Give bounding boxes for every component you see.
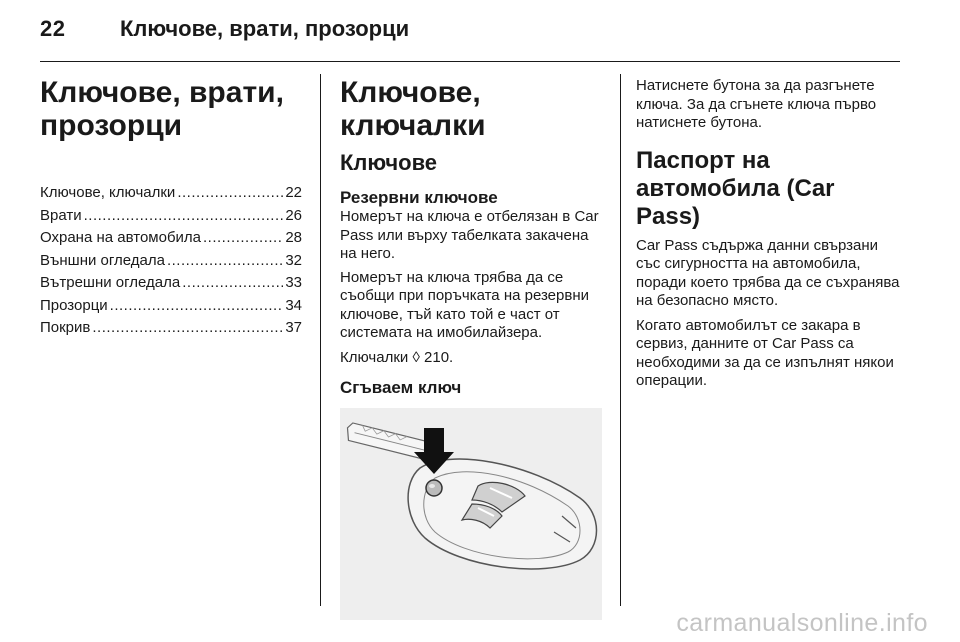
toc-entry-label: Охрана на автомобила [40, 229, 202, 246]
key-fob-body [408, 459, 596, 569]
toc-entry-page: 34 [285, 296, 302, 314]
toc-entry[interactable] [40, 317, 302, 340]
toc-leader-dots [110, 295, 284, 318]
toc-entry-page: 22 [285, 184, 302, 201]
fold-key-illustration [340, 408, 602, 620]
toc-entry-label: Външни огледала [40, 251, 165, 269]
reference-arrow-icon: ◊ [412, 348, 420, 366]
watermark: carmanualsonline.info [676, 609, 928, 637]
toc-entry-page: 28 [285, 229, 302, 246]
reference-text: Ключалки [340, 348, 409, 366]
toc-entry-page: 33 [285, 274, 302, 291]
car-pass-heading: Паспорт на автомобила (Car Pass) [636, 146, 835, 230]
toc-entry-page: 26 [285, 206, 302, 224]
section-title: Ключове, ключалки [340, 76, 486, 142]
toc-entry[interactable] [40, 250, 302, 273]
toc-leader-dots [167, 250, 283, 273]
column-divider-left [320, 74, 321, 606]
toc-leader-dots [182, 272, 283, 295]
middle-column [340, 74, 604, 620]
car-pass-paragraph: Car Pass съдържа данни свързани със сигурността на автомобила, поради което трябва да се съхранява на безопасно място. [636, 236, 900, 309]
subsection-title: Ключове [340, 150, 438, 175]
fold-key-paragraph: Натиснете бутона за да разгънете ключа. За да сгънете ключа първо натиснете бутона. [636, 77, 877, 131]
right-column [636, 74, 902, 391]
column-divider-right [620, 74, 621, 606]
page-header [40, 0, 900, 62]
toc-entry[interactable] [40, 295, 302, 318]
page-number: 22 [40, 16, 66, 41]
table-of-contents [40, 182, 302, 340]
reference-page: 210. [424, 348, 454, 366]
fold-key-heading: Сгъваем ключ [340, 378, 462, 397]
left-column [40, 74, 302, 340]
folding-key-icon [340, 408, 602, 620]
toc-entry-label: Врати [40, 206, 82, 224]
spare-keys-paragraph: Номерът на ключа трябва да се съобщи при поръчката на резервни ключове, тъй като той е част от системата на имобилайзера. [340, 268, 589, 341]
toc-entry-label: Прозорци [40, 296, 108, 314]
toc-entry-label: Ключове, ключалки [40, 184, 176, 201]
toc-leader-dots [177, 182, 283, 205]
toc-entry[interactable] [40, 205, 302, 228]
toc-entry-page: 32 [285, 251, 302, 269]
toc-leader-dots [203, 227, 283, 250]
release-button-icon [426, 480, 442, 496]
running-title: Ключове, врати, прозорци [120, 16, 410, 41]
toc-leader-dots [92, 317, 283, 340]
toc-entry[interactable] [40, 227, 302, 250]
spare-keys-paragraph: Номерът на ключа е отбелязан в Car Pass или върху табелката закачена на него. [340, 208, 599, 262]
spare-keys-heading: Резервни ключове [340, 188, 498, 207]
toc-entry[interactable] [40, 182, 302, 205]
toc-leader-dots [84, 205, 284, 228]
toc-entry-label: Вътрешни огледала [40, 274, 181, 291]
car-pass-paragraph: Когато автомобилът се закара в сервиз, данните от Car Pass са необходими за да се изпълнят някои операции. [636, 316, 894, 389]
toc-entry[interactable] [40, 272, 302, 295]
cross-reference [340, 349, 604, 368]
toc-entry-page: 37 [285, 319, 302, 336]
chapter-title: Ключове, врати, прозорци [40, 76, 284, 142]
toc-entry-label: Покрив [40, 319, 91, 336]
